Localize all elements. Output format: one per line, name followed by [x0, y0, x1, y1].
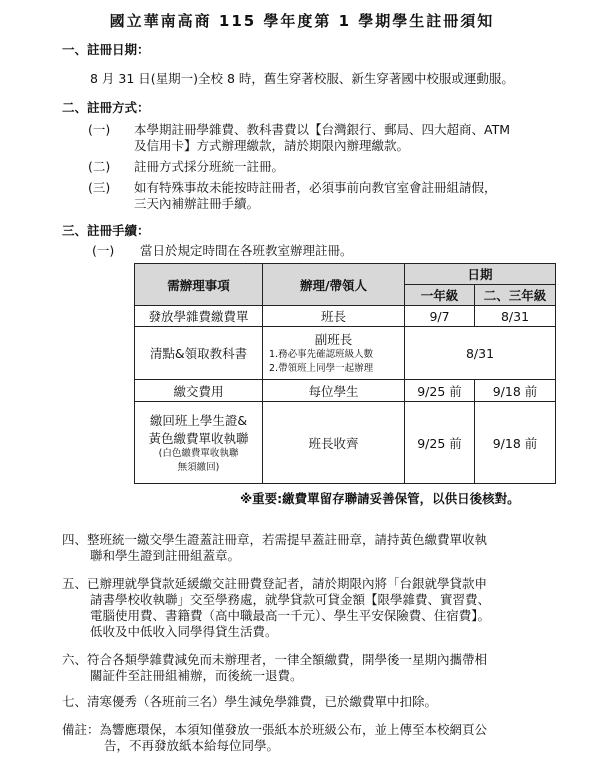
- header-grade23: 二、三年級: [475, 285, 556, 306]
- section2-item3-marker: (三): [88, 180, 111, 195]
- remark-line2: 告，不再發放紙本給每位同學。: [104, 738, 280, 753]
- section3-item-marker: (一): [92, 243, 115, 258]
- row4-grade23: 9/18 前: [475, 402, 556, 484]
- row1-leader: 班長: [263, 306, 405, 327]
- row1-task: 發放學雜費繳費單: [135, 306, 263, 327]
- row2-leader-cell: [263, 327, 405, 380]
- section4-line2: 聯和學生證到註冊組蓋章。: [90, 548, 241, 563]
- header-task: 需辦理事項: [135, 264, 263, 306]
- registration-table: [134, 263, 556, 484]
- section2-item3-line2: 三天內補辦註冊手續。: [134, 196, 260, 211]
- section4-line1: 四、整班統一繳交學生證蓋註冊章，若需提早蓋註冊章，請持黃色繳費單收執: [62, 532, 488, 547]
- section2-item1-line1: 本學期註冊學雜費、教科書費以【台灣銀行、郵局、四大超商、ATM: [134, 122, 511, 137]
- section2-item1-marker: (一): [88, 122, 111, 137]
- section2-item1-line2: 及信用卡】方式辦理繳款，請於期限內辦理繳款。: [134, 138, 410, 153]
- header-date: 日期: [405, 264, 556, 285]
- row4-task-line1: 繳回班上學生證&: [149, 412, 248, 428]
- remark-line1: 備註：為響應環保，本須知僅發放一張紙本於班級公布，並上傳至本校網頁公: [62, 722, 488, 737]
- row2-leader: 副班長: [314, 332, 353, 347]
- row4-task-line2: 黃色繳費單收執聯: [148, 430, 249, 446]
- row1-grade23: 8/31: [475, 306, 556, 327]
- row3-grade1: 9/25 前: [405, 380, 475, 402]
- section2-item2-line1: 註冊方式採分班統一註冊。: [134, 159, 285, 174]
- section3-item-text: 當日於規定時間在各班教室辦理註冊。: [140, 243, 353, 258]
- row2-leader-note2: 2.帶領班上同學一起辦理: [269, 363, 374, 374]
- table-note: ※重要:繳費單留存聯請妥善保管，以供日後核對。: [240, 491, 520, 506]
- section5-line3: 電腦使用費、書籍費（高中職最高一千元）、學生平安保險費、住宿費】。: [90, 608, 491, 623]
- row2-leader-note1: 1.務必事先確認班級人數: [269, 349, 374, 360]
- section5-line4: 低收及中低收入同學得貸生活費。: [90, 624, 278, 639]
- row4-task-cell: [135, 402, 263, 484]
- header-leader: 辦理/帶領人: [263, 264, 405, 306]
- row1-grade1: 9/7: [405, 306, 475, 327]
- row4-task-note1: (白色繳費單收執聯: [158, 447, 239, 459]
- table-row: [135, 402, 556, 484]
- row3-leader: 每位學生: [263, 380, 405, 402]
- document-title: 國立華南高商 115 學年度第 1 學期學生註冊須知: [109, 12, 495, 30]
- section7-text: 七、清寒優秀（各班前三名）學生減免學雜費，已於繳費單中扣除。: [62, 694, 438, 709]
- section1-text: 8 月 31 日(星期一)全校 8 時，舊生穿著校服、新生穿著國中校服或運動服。: [90, 71, 514, 86]
- section2-item3-line1: 如有特殊事故未能按時註冊者，必須事前向教官室會註冊組請假，: [134, 180, 497, 195]
- row4-task-note2: 無須繳回): [177, 461, 220, 473]
- row2-task: 清點&領取教科書: [135, 327, 263, 380]
- section2-item2-marker: (二): [88, 159, 111, 174]
- row3-grade23: 9/18 前: [475, 380, 556, 402]
- section2-heading: 二、註冊方式：: [62, 100, 150, 115]
- row4-grade1: 9/25 前: [405, 402, 475, 484]
- row4-leader: 班長收齊: [263, 402, 405, 484]
- row2-date: 8/31: [405, 327, 556, 380]
- table-row: [135, 380, 556, 402]
- section6-line1: 六、符合各類學雜費減免而未辦理者，一律全額繳費，開學後一星期內攜帶相: [62, 652, 488, 667]
- section3-heading: 三、註冊手續：: [62, 223, 150, 238]
- table-row: [135, 306, 556, 327]
- section5-line2: 請書學校收執聯」交至學務處，就學貸款可貸金額【限學雜費、實習費、: [90, 592, 491, 607]
- header-grade1: 一年級: [405, 285, 475, 306]
- row3-task: 繳交費用: [135, 380, 263, 402]
- section1-heading: 一、註冊日期：: [62, 42, 150, 57]
- section6-line2: 關証件至註冊組補辦，而後統一退費。: [90, 668, 303, 683]
- section5-line1: 五、已辦理就學貸款延緩繳交註冊費登記者，請於期限內將「台銀就學貸款申: [62, 576, 488, 591]
- table-row: [135, 327, 556, 380]
